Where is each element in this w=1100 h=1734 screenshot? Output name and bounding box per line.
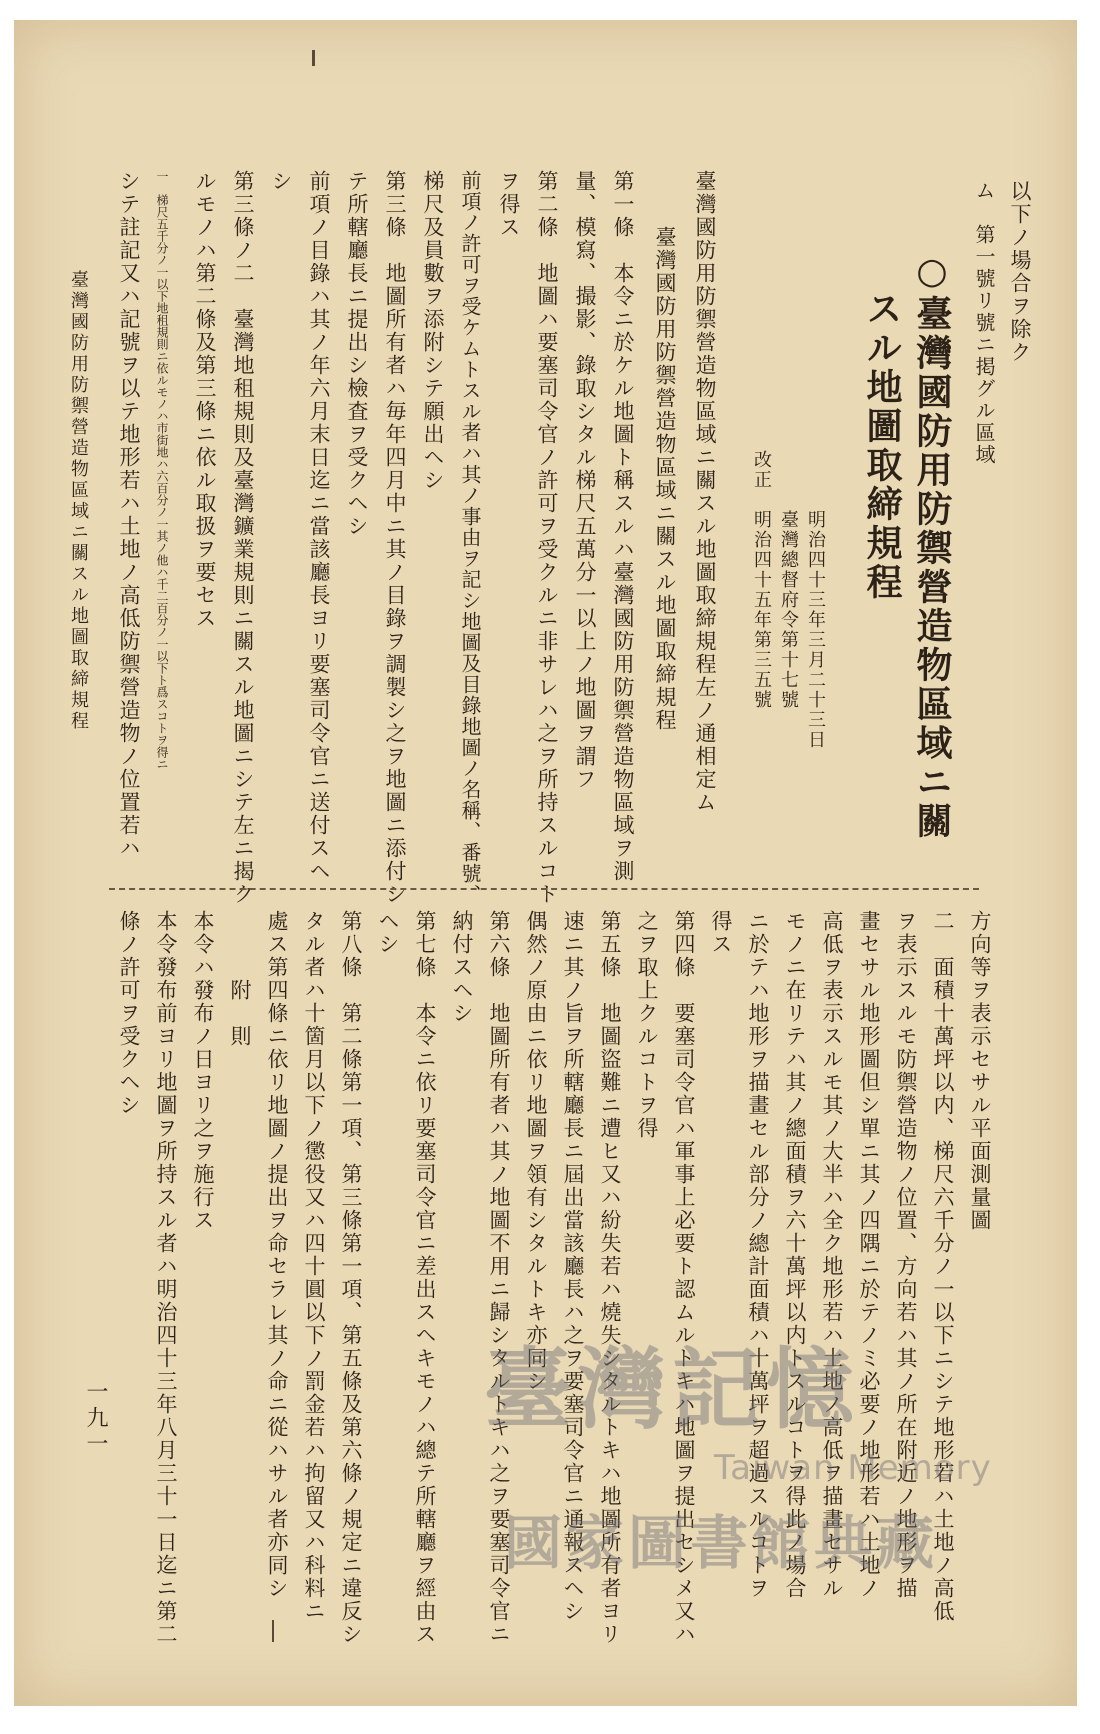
article-3-line-3: 前項ノ目錄ハ其ノ年六月末日迄ニ當該廳長ヨリ要塞司令官ニ送付スヘ	[307, 170, 331, 883]
article-2-line-4: 梯尺及員數ヲ添附シテ願出ヘシ	[421, 170, 445, 492]
document-title-line-2: スル地圖取締規程	[861, 290, 903, 602]
article-3-2-line-2: ルモノハ第二條及第三條ニ依ル取扱ヲ要セス	[193, 170, 217, 630]
lower-line-4: 畫セサル地形圖但シ單ニ其ノ四隅ニ於テノミ必要ノ地形若ハ土地ノ	[857, 910, 881, 1600]
article-6-line-2: 納付スヘシ	[450, 910, 474, 1025]
supplementary-line-1: 本令ハ發布ノ日ヨリ之ヲ施行ス	[191, 910, 215, 1232]
article-4-line-1: 第四條 要塞司令官ハ軍事上必要ト認ムルトキハ地圖ヲ提出セシメ又ハ	[672, 910, 696, 1646]
article-3-line-1: 第三條 地圖所有者ハ毎年四月中ニ其ノ目錄ヲ調製シ之ヲ地圖ニ添付シ	[383, 170, 407, 906]
item-1-line-2: シテ註記又ハ記號ヲ以テ地形若ハ土地ノ高低防禦營造物ノ位置若ハ	[117, 170, 141, 860]
document-title-line-1: ○臺灣國防用防禦營造物區域ニ關	[911, 250, 953, 841]
enactment-date: 明治四十三年三月二十三日	[805, 510, 826, 750]
lower-line-6: モノニ在リテハ其ノ總面積ヲ六十萬坪以内トスルコトヲ得此ノ場合	[783, 910, 807, 1600]
section-divider	[109, 888, 979, 890]
watermark-library-text: 國家圖書館典藏	[504, 1509, 939, 1577]
lower-line-8: 得ス	[709, 910, 733, 956]
watermark-sub-text: Taiwan Memory	[714, 1448, 992, 1488]
lower-line-2: 二 面積十萬坪以内、梯尺六千分ノ一以下ニシテ地形若ハ土地ノ高低	[931, 910, 955, 1623]
library-watermark	[484, 1320, 1044, 1660]
article-8-line-1: 第八條 第二條第一項、第三條第一項、第五條及第六條ノ規定ニ違反シ	[339, 910, 363, 1646]
regulation-subtitle: 臺灣國防用防禦營造物區域ニ關スル地圖取締規程	[653, 180, 677, 732]
article-7-line-1: 第七條 本令ニ依リ要塞司令官ニ差出スヘキモノハ總テ所轄廳ヲ經由ス	[413, 910, 437, 1646]
article-3-line-4: シ	[269, 170, 293, 193]
article-2-line-1: 第二條 地圖ハ要塞司令官ノ許可ヲ受クルニ非サレハ之ヲ所持スルコト	[535, 170, 559, 906]
article-5-line-2: 速ニ其ノ旨ヲ所轄廳長ニ屆出當該廳長ハ之ヲ要塞司令官ニ通報スヘシ	[561, 910, 585, 1623]
lower-line-5: 高低ヲ表示スルモ其ノ大半ハ全ク地形若ハ土地ノ高低ヲ描畫セサル	[820, 910, 844, 1600]
enactment-revision: 改正 明治四十五年第三五號	[751, 450, 772, 710]
supplementary-line-3: 條ノ許可ヲ受クヘシ	[117, 910, 141, 1117]
article-2-line-3: 前項ノ許可ヲ受ケムトスル者ハ其ノ事由ヲ記シ地圖及目錄地圖ノ名稱、番號、	[458, 170, 482, 905]
supplementary-line-2: 本令發布前ヨリ地圖ヲ所持スル者ハ明治四十三年八月三十一日迄ニ第二	[154, 910, 178, 1646]
intro-line-1: 以下ノ場合ヲ除ク	[1008, 180, 1032, 364]
supplementary-heading: 附 則	[228, 910, 252, 1048]
article-4-line-2: 之ヲ取上クルコトヲ得	[635, 910, 659, 1140]
intro-line-2: ム 第一號リ號ニ掲グル區域	[972, 180, 996, 466]
article-2-line-2: ヲ得ス	[497, 170, 521, 239]
document-page	[14, 20, 1077, 1706]
article-8-line-3: 處ス第四條ニ依リ地圖ノ提出ヲ命セラレ其ノ命ニ從ハサル者亦同シ	[265, 910, 289, 1600]
article-3-2-line-1: 第三條ノ二 臺灣地租規則及臺灣鑛業規則ニ關スル地圖ニシテ左ニ揭ク	[231, 170, 255, 906]
article-1-line-2: 量、模寫、撮影、錄取シタル梯尺五萬分一以上ノ地圖ヲ謂フ	[573, 170, 597, 791]
watermark-main-text: 臺灣記憶	[484, 1338, 861, 1441]
article-8-line-2: タル者ハ十箇月以下ノ懲役又ハ四十圓以下ノ罰金若ハ拘留又ハ科料ニ	[302, 910, 326, 1623]
article-7-line-2: ヘシ	[376, 910, 400, 956]
lower-line-1: 方向等ヲ表示セサル平面測量圖	[968, 910, 992, 1232]
article-5-line-3: 偶然ノ原由ニ依リ地圖ヲ領有シタルトキ亦同シ	[524, 910, 548, 1393]
lower-line-3: ヲ表示スルモ防禦營造物ノ位置、方向若ハ其ノ所在附近ノ地形ヲ描	[894, 910, 918, 1600]
article-3-line-2: テ所轄廳長ニ提出シ檢査ヲ受クヘシ	[345, 170, 369, 538]
lower-line-7: ニ於テハ地形ヲ描畫セル部分ノ總計面積ハ十萬坪ヲ超過スルコトヲ	[746, 910, 770, 1600]
article-5-line-1: 第五條 地圖盜難ニ遭ヒ又ハ紛失若ハ燒失シタルトキハ地圖所有者ヨリ	[598, 910, 622, 1646]
article-1-line-1: 第一條 本令ニ於ケル地圖ト稱スルハ臺灣國防用防禦營造物區域ヲ測	[611, 170, 635, 883]
article-6-line-1: 第六條 地圖所有者ハ其ノ地圖不用ニ歸シタルトキハ之ヲ要塞司令官ニ	[487, 910, 511, 1646]
print-mark-top	[312, 50, 315, 66]
print-mark-bottom	[272, 1620, 274, 1642]
enactment-ordinance: 臺灣總督府令第十七號	[778, 510, 799, 710]
page-number: 一九一	[83, 1380, 108, 1458]
running-footer: 臺灣國防用防禦營造物區域ニ關スル地圖取締規程	[68, 270, 89, 732]
preamble-line: 臺灣國防用防禦營造物區域ニ關スル地圖取締規程左ノ通相定ム	[693, 170, 717, 814]
item-1-line-1: 一 梯尺五千分ノ一以下地租規則ニ依ルモノハ市街地ハ六百分ノ一其ノ他ハ千二百分ノ一以下ト爲スコトヲ得ニ	[155, 170, 169, 770]
